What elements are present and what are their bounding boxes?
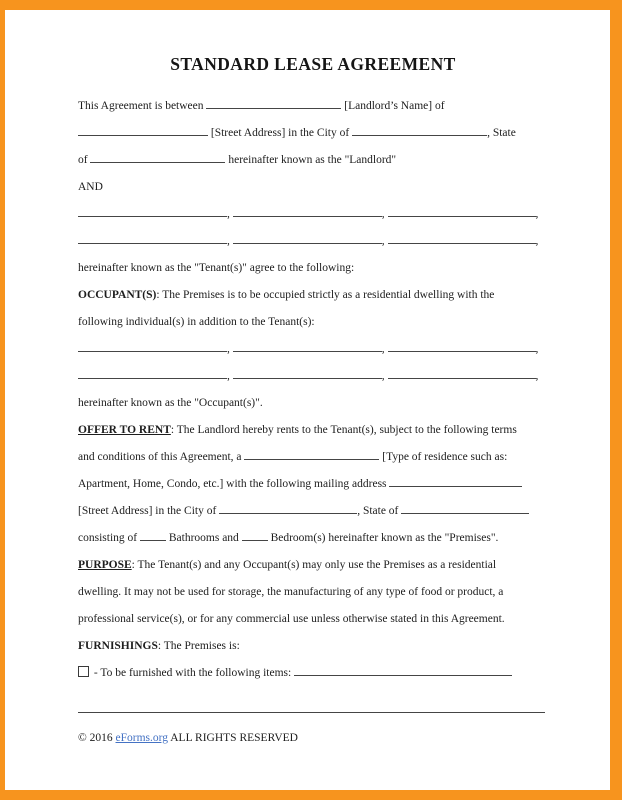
form-line — [78, 255, 548, 282]
section-heading: PURPOSE — [78, 559, 132, 571]
text-run: [Street Address] in the City of — [78, 505, 220, 517]
text-run: , — [535, 370, 539, 382]
text-run: hereinafter known as the "Landlord" — [225, 154, 397, 166]
blank-field — [78, 700, 545, 713]
text-run: AND — [78, 181, 103, 193]
form-line — [78, 552, 548, 579]
form-line — [78, 417, 548, 444]
text-run: and conditions of this Agreement, a — [78, 451, 245, 463]
section-heading: OCCUPANT(S) — [78, 289, 157, 301]
form-line — [78, 363, 548, 390]
text-run: hereinafter known as the "Occupant(s)". — [78, 397, 263, 409]
blank-field — [78, 339, 227, 352]
form-line — [78, 174, 548, 201]
form-line — [78, 525, 548, 552]
text-run: hereinafter known as the "Tenant(s)" agree to the following: — [78, 262, 355, 274]
form-line — [78, 498, 548, 525]
text-run: , — [535, 235, 539, 247]
form-line — [78, 282, 548, 309]
text-run: , — [227, 208, 233, 220]
form-line — [78, 697, 548, 724]
text-run: professional service(s), or for any commercial use unless otherwise stated in this Agreement. — [78, 613, 505, 625]
section-heading: OFFER TO RENT — [78, 424, 171, 436]
blank-field — [233, 366, 382, 379]
blank-field — [244, 447, 379, 460]
text-run: Bathrooms and — [165, 532, 242, 544]
text-run: Bedroom(s) hereinafter known as the "Premises". — [267, 532, 499, 544]
blank-field — [233, 204, 382, 217]
text-run: , — [381, 235, 388, 247]
text-run: , — [227, 235, 233, 247]
blank-field — [140, 528, 166, 541]
text-run: following individual(s) in addition to the Tenant(s): — [78, 316, 315, 328]
blank-field — [388, 231, 536, 244]
text-run: , — [227, 343, 233, 355]
text-run: : The Premises is to be occupied strictly as a residential dwelling with the — [156, 289, 495, 301]
text-run: , — [535, 208, 539, 220]
text-run: : The Tenant(s) and any Occupant(s) may only use the Premises as a residential — [131, 559, 497, 571]
text-run: of — [78, 154, 91, 166]
document-sheet — [5, 10, 610, 790]
blank-field — [242, 528, 268, 541]
section-heading: FURNISHINGS — [78, 640, 158, 652]
blank-field — [206, 96, 341, 109]
blank-field — [388, 204, 536, 217]
checkbox-icon[interactable] — [78, 666, 89, 677]
text-run: This Agreement is between — [78, 100, 207, 112]
text-run: [Landlord’s Name] of — [341, 100, 445, 112]
blank-field — [388, 366, 536, 379]
text-run: [Type of residence such as: — [379, 451, 508, 463]
text-run: Apartment, Home, Condo, etc.] with the following mailing address — [78, 478, 390, 490]
blank-field — [78, 123, 208, 136]
form-line — [78, 147, 548, 174]
document-title: STANDARD LEASE AGREEMENT — [170, 54, 456, 74]
blank-field — [219, 501, 357, 514]
document-body — [78, 93, 548, 724]
blank-field — [388, 339, 536, 352]
blank-field — [401, 501, 529, 514]
blank-field — [233, 231, 382, 244]
form-line — [78, 309, 548, 336]
blank-field — [389, 474, 522, 487]
form-line — [78, 633, 548, 660]
blank-field — [233, 339, 382, 352]
text-run: , — [381, 208, 388, 220]
blank-field — [90, 150, 225, 163]
form-line — [78, 444, 548, 471]
footer — [78, 725, 548, 752]
form-line — [78, 579, 548, 606]
form-line — [78, 606, 548, 633]
form-line — [78, 228, 548, 255]
text-run: , — [381, 343, 388, 355]
blank-field — [352, 123, 487, 136]
text-run: , — [227, 370, 233, 382]
text-run: ALL RIGHTS RESERVED — [168, 732, 298, 744]
text-run: consisting of — [78, 532, 140, 544]
blank-field — [78, 204, 227, 217]
text-run: [Street Address] in the City of — [208, 127, 353, 139]
form-line — [78, 390, 548, 417]
text-run: , — [535, 343, 539, 355]
form-line — [78, 336, 548, 363]
text-run: dwelling. It may not be used for storage, the manufacturing of any type of food or product, a — [78, 586, 504, 598]
eforms-link[interactable]: eForms.org — [115, 732, 168, 744]
text-run: , — [381, 370, 388, 382]
text-run: , State — [487, 127, 516, 139]
text-run: : The Premises is: — [157, 640, 240, 652]
form-line — [78, 120, 548, 147]
blank-field — [294, 663, 512, 676]
text-run: © 2016 — [78, 732, 116, 744]
blank-field — [78, 231, 227, 244]
text-run: : The Landlord hereby rents to the Tenant(s), subject to the following terms — [170, 424, 517, 436]
text-run: - To be furnished with the following items: — [91, 667, 295, 679]
form-line — [78, 201, 548, 228]
blank-field — [78, 366, 227, 379]
text-run: , State of — [357, 505, 402, 517]
form-line — [78, 471, 548, 498]
form-line — [78, 93, 548, 120]
form-line — [78, 660, 548, 687]
